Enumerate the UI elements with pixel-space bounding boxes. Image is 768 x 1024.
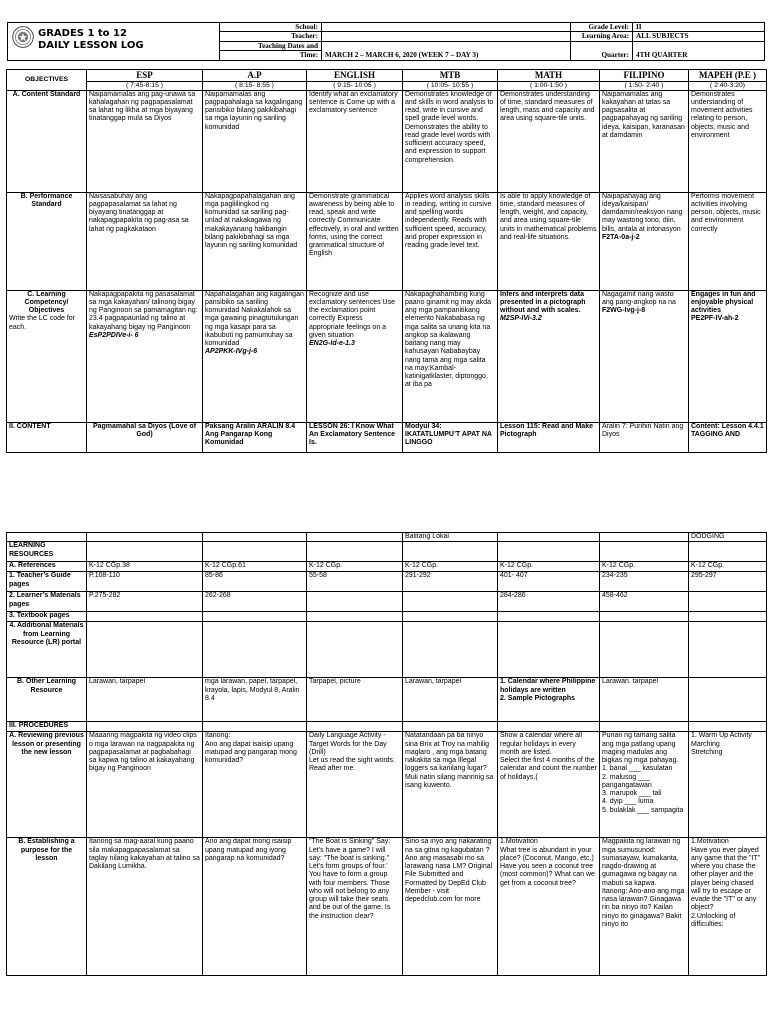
row-additional-materials xyxy=(7,622,767,678)
references-label: A. References xyxy=(7,562,87,572)
lc-ap-text: Napahalagahan ang kagalingan pansibiko sa sariling komunidad Nakakalahok sa mga gawaing pinagtutulungan ng mga kasapi para sa ikabubuti ng pamumuhay sa komunidad xyxy=(205,290,304,348)
subject-ap: A.P xyxy=(203,69,307,81)
est-filipino: Magpakita ng larawan ng mga sumusunod: sumasayaw, kumakanta, nagdo-drawing at gumagawa ng bagay na mabuti sa kapwa. Itanong: Ano-ano ang mga nasa larawan? Ginagawa rin ba ninyo ito? Kailan ninyo ito ginagawa? Bakit ninyo ito xyxy=(600,838,689,976)
lc-math-code: M2SP-IVi-3.2 xyxy=(500,315,542,323)
est-mtb: Sino sa inyo ang nakarating na sa gitna ng kagubatan ? Ano ang masasabi mo sa larawang nasa LM? Original File Submitted and Formatted by DepEd Club Member - visit depedclub.com for more xyxy=(403,838,498,976)
carry-esp xyxy=(87,533,203,542)
cell-cs-ap: Naipamamalas ang pagpapahalaga sa kagalingang pansibiko bilang pakikibahagi sa mga layunin ng sariling komunidad xyxy=(203,90,307,192)
time-english: ( 9:15- 10:05 ) xyxy=(307,81,403,90)
carry-label xyxy=(7,533,87,542)
lc-english-code: EN2G-Id-e-1.3 xyxy=(309,340,355,348)
teacher-label: Teacher: xyxy=(220,32,322,41)
carry-mtb: Balitang Lokal xyxy=(403,533,498,542)
tg-english: 55-58 xyxy=(307,572,403,592)
lc-math-text: Infers and interprets data presented in a pictograph without and with scales. xyxy=(500,290,586,315)
cell-lc-math xyxy=(498,290,600,422)
lm-math: 284-286 xyxy=(498,592,600,612)
grade-level-label: Grade Level: xyxy=(571,23,633,32)
est-ap: Ano ang dapat mong isaisip upang matupad ang iyong pangarap na komunidad? xyxy=(203,838,307,976)
row-references xyxy=(7,562,767,572)
tg-ap: 85-86 xyxy=(203,572,307,592)
cell-content-mtb: Modyul 34: IKATATLUMPU’T APAT NA LINGGO xyxy=(403,422,498,452)
other-mtb: Larawan, tarpapel xyxy=(403,678,498,722)
teacher-value xyxy=(322,32,571,41)
carry-english xyxy=(307,533,403,542)
other-resources-label: B. Other Learning Resource xyxy=(7,678,87,722)
other-ap: mga larawan, papel, tarpapel, krayola, lapis, Modyul 8, Aralin 8.4 xyxy=(203,678,307,722)
tg-mtb: 291-292 xyxy=(403,572,498,592)
lc-filipino-text: Nagagamit nang wasto ang pang-angkop na na xyxy=(602,290,676,306)
cell-ps-ap: Nakapagpapahalagahan ang mga pagliilingkod ng komunidad sa sariling pag-unlad at nakakagawa ng makakayanang hakbangin bilang pakikibahagi sa mga layunin ng sariling komunidad xyxy=(203,192,307,290)
lc-esp-code: EsP2PDIVe-i- 6 xyxy=(89,331,139,339)
ref-esp: K-12 CGp.38 xyxy=(87,562,203,572)
cell-ps-mapeh: Performs movement activities involving person, objects, music and environment correctly xyxy=(689,192,767,290)
subject-mtb: MTB xyxy=(403,69,498,81)
est-english: "The Boat is Sinking" Say: Let's have a game? I will say: "The boat is sinking." Let's form groups of four.' You have to form a group with four members. Those who will not belong to any group will take their seats and be out of the game. Is the instruction clear? xyxy=(307,838,403,976)
time-mapeh: ( 2:40-3:20) xyxy=(689,81,767,90)
cell-lc-filipino xyxy=(600,290,689,422)
ref-math: K-12 CGp. xyxy=(498,562,600,572)
deped-seal-icon xyxy=(12,26,34,48)
row-content-standard xyxy=(7,90,767,192)
cell-cs-esp: Naipamamalas ang pag-unawa sa kahalagahan ng pagpapasalamat sa lahat ng likha at mga biyayang tinatanggap mula sa Diyos xyxy=(87,90,203,192)
ref-mapeh: K-12 CGp. xyxy=(689,562,767,572)
title-grades: GRADES 1 to 12 xyxy=(38,28,127,39)
header-title-cell xyxy=(8,23,220,61)
lm-english xyxy=(307,592,403,612)
textbook-label: 3. Textbook pages xyxy=(7,612,87,622)
ref-english: K-12 CGp. xyxy=(307,562,403,572)
lm-ap: 262-268 xyxy=(203,592,307,612)
subject-esp: ESP xyxy=(87,69,203,81)
learning-area-label: Learning Area: xyxy=(571,32,633,41)
lm-filipino: 458-462 xyxy=(600,592,689,612)
competency-label-cell xyxy=(7,290,87,422)
page-one xyxy=(0,22,768,453)
tg-math: 401- 407 xyxy=(498,572,600,592)
row-competency xyxy=(7,290,767,422)
other-english: Tarpapel, picture xyxy=(307,678,403,722)
lm-mapeh xyxy=(689,592,767,612)
other-esp: Larawan, tarpapel xyxy=(87,678,203,722)
subject-english: ENGLISH xyxy=(307,69,403,81)
additional-materials-label: 4. Additional Materials from Learning Resource (LR) portal xyxy=(7,622,87,678)
tg-mapeh: 295-297 xyxy=(689,572,767,592)
time-math: ( 1:00-1:50 ) xyxy=(498,81,600,90)
lc-ap-code: AP2PKK-IVg-j-6 xyxy=(205,348,258,356)
rev-math: Show a calendar where all regular holidays in every month are listed. Select the first 4 months of the calendar and count the number of holidays.( xyxy=(498,732,600,838)
school-label: School: xyxy=(220,23,322,32)
rev-filipino: Punan ng tamang salita ang mga patlang upang maging madulas ang bigkas ng mga pahayag. 1. banal ___ kasulatan 2. malusog ___ pangangatawan 3. marupok ___ tali 4. dyip ___ luma 5. bulaklak ___ sampagita xyxy=(600,732,689,838)
tg-filipino: 234-235 xyxy=(600,572,689,592)
learning-area-value: ALL SUBJECTS xyxy=(633,32,765,41)
cell-cs-math: Demonstrates understanding of time, standard measures of length, mass and capacity and area using square-tile units. xyxy=(498,90,600,192)
content-standard-label: A. Content Standard xyxy=(7,90,87,192)
est-math: 1.Motivation What tree is abundant in your place? (Coconut, Mango, etc.) Have you seen a coconut tree (most common)? What can we get from a coconut tree? xyxy=(498,838,600,976)
quarter-value: 4TH QUARTER xyxy=(633,41,765,60)
cell-lc-mapeh xyxy=(689,290,767,422)
cell-cs-english: Identify what an exclamatory sentence is Come up with a exclamatory sentence xyxy=(307,90,403,192)
ref-ap: K-12 CGp.61 xyxy=(203,562,307,572)
competency-sublabel: Write the LC code for each. xyxy=(9,315,76,331)
other-math: 1. Calendar where Philippine holidays are written 2. Sample Pictographs xyxy=(498,678,600,722)
row-content xyxy=(7,422,767,452)
teaching-dates-label: Teaching Dates and xyxy=(220,41,322,50)
tg-esp: P.108-110 xyxy=(87,572,203,592)
cell-cs-filipino: Naipamamalas ang kakayahan at tatas sa pagsasalita at pagpapahayag ng sariling ideya, kaisipan, karanasan at damdamin xyxy=(600,90,689,192)
cell-lc-esp xyxy=(87,290,203,422)
competency-label: C. Learning Competency/ Objectives xyxy=(24,290,69,315)
row-establishing xyxy=(7,838,767,976)
cell-ps-english: Demonstrate grammatical awareness by being able to read, speak and write correctly Communicate effectively, in oral and written forms, using the correct grammatical structure of English xyxy=(307,192,403,290)
carry-filipino xyxy=(600,533,689,542)
cell-content-esp: Pagmamahal sa Diyos (Love of God) xyxy=(87,422,203,452)
carry-ap xyxy=(203,533,307,542)
subject-filipino: FILIPINO xyxy=(600,69,689,81)
carry-math xyxy=(498,533,600,542)
cell-lc-mtb: Nakapaghahambing kung paano ginamit ng may akda ang mga pampanitikang elemento Nakababasa ng mga salita sa unang kita na angkop sa ikalawang baitang nang may kahusayan Nababaybay nang tama ang mga salita na may:Kambal-katinigatklaster, diptonggo, at iba pa xyxy=(403,290,498,422)
lesson-table-page2 xyxy=(6,532,767,976)
subject-math: MATH xyxy=(498,69,600,81)
ref-filipino: K-12 CGp. xyxy=(600,562,689,572)
time-filipino: ( 1:50- 2:40 ) xyxy=(600,81,689,90)
row-learning-resources xyxy=(7,542,767,562)
cell-content-filipino: Aralin 7: Purihin Natin ang Diyos xyxy=(600,422,689,452)
est-mapeh: 1.Motivation Have you ever played any game that the "IT" where you chase the other player and the player being chased will try to escape or evade the "IT" or any object? 2.Unlocking of difficulties: xyxy=(689,838,767,976)
row-other-resources xyxy=(7,678,767,722)
cell-cs-mapeh: Demonstrates understanding of movement activities relating to person, objects, music and environment xyxy=(689,90,767,192)
row-reviewing xyxy=(7,732,767,838)
page-two xyxy=(0,532,768,976)
cell-ps-esp: Naisasabuhay ang pagpapasalamat sa lahat ng biyayang tinatanggap at nakapagpapakita ng pag-asa sa lahat ng pagkakataon xyxy=(87,192,203,290)
time-ap: ( 8:15- 8:55 ) xyxy=(203,81,307,90)
ps-filipino-text: Naipapahayag ang ideya/kaisipan/ damdamin/reaksyon nang may wastong tono, diin, bilis, antala at intonasyon xyxy=(602,192,683,233)
lm-mtb xyxy=(403,592,498,612)
time-esp: ( 7:45-8:15 ) xyxy=(87,81,203,90)
establishing-label: B. Establishing a purpose for the lesson xyxy=(7,838,87,976)
rev-mapeh: 1. Warm Up Activity Marching Stretching xyxy=(689,732,767,838)
subject-mapeh: MAPEH (P.E ) xyxy=(689,69,767,81)
carry-mapeh: DODGING xyxy=(689,533,767,542)
lm-esp: P.275-282 xyxy=(87,592,203,612)
other-mapeh xyxy=(689,678,767,722)
row-teacher-guide xyxy=(7,572,767,592)
lc-esp-text: Nakapagpapakita ng pasasalamat sa mga kakayahan/ talinong bigay ng Panginoon sa pamamagitan ng: 23.4 pagpapaunlad ng talino at kakayahang bigay ng Panginoon xyxy=(89,290,198,331)
procedures-label: III. PROCEDURES xyxy=(7,722,87,732)
header-table xyxy=(7,22,765,61)
rev-english: Daily Language Activity - Target Words for the Day (Drill) Let us read the sight words. Read after me. xyxy=(307,732,403,838)
performance-standard-label: B. Performance Standard xyxy=(7,192,87,290)
lesson-table-page1 xyxy=(6,69,767,453)
time-mtb: ( 10:05- 10:55 ) xyxy=(403,81,498,90)
row-performance-standard xyxy=(7,192,767,290)
cell-content-math: Lesson 115: Read and Make Pictograph xyxy=(498,422,600,452)
row-learner-materials xyxy=(7,592,767,612)
lc-english-text: Recognize and use exclamatory sentences Use the exclamation point correctly Express appropriate feelings on a given situation xyxy=(309,290,395,339)
ref-mtb: K-12 CGp. xyxy=(403,562,498,572)
teaching-dates-value: MARCH 2 – MARCH 6, 2020 (WEEK 7 – DAY 3) xyxy=(322,41,571,60)
school-value xyxy=(322,23,571,32)
content-label: II. CONTENT xyxy=(7,422,87,452)
title-daily-lesson-log: DAILY LESSON LOG xyxy=(38,40,144,51)
lc-mapeh-code: PE2PF-IV-ah-2 xyxy=(691,315,739,323)
row-carryover xyxy=(7,533,767,542)
cell-cs-mtb: Demonstrates knowledge of and skills in word analysis to read, write in cursive and spell grade level words. Demonstrates the ability to read grade level words with sufficient accuracy speed, and expression to support comprehension. xyxy=(403,90,498,192)
cell-content-english: LESSON 26: I Know What An Exclamatory Sentence Is. xyxy=(307,422,403,452)
cell-lc-ap xyxy=(203,290,307,422)
row-textbook xyxy=(7,612,767,622)
time-label: Time: xyxy=(220,51,322,60)
cell-content-ap: Paksang Aralin ARALIN 8.4 Ang Pangarap Kong Komunidad xyxy=(203,422,307,452)
learning-resources-label: LEARNING RESOURCES xyxy=(7,542,87,562)
cell-content-mapeh: Content: Lesson 4.4.1 TAGGING AND xyxy=(689,422,767,452)
quarter-label: Quarter: xyxy=(571,41,633,60)
lc-filipino-code: F2WG-Ivg-j-8 xyxy=(602,307,646,315)
rev-esp: Maaaring magpakita ng video clips o mga larawan na nagpapakita ng pagpapasalamat at pagbabahagi sa kapwa ng talino at kakayahang bigay ng Panginoon xyxy=(87,732,203,838)
cell-lc-english xyxy=(307,290,403,422)
row-procedures xyxy=(7,722,767,732)
learner-materials-label: 2. Learner’s Materials pages xyxy=(7,592,87,612)
ps-filipino-code: F2TA-0a-j-2 xyxy=(602,233,640,241)
cell-ps-math: Is able to apply knowledge of time, standard measures of length, weight, and capacity, and area using square-tile units in mathematical problems and real-life situations. xyxy=(498,192,600,290)
rev-ap: Itanong: Ano ang dapat isaisip upang matupad ang pangarap mong komunidad? xyxy=(203,732,307,838)
cell-ps-filipino xyxy=(600,192,689,290)
cell-ps-mtb: Applies word analysis skills in reading, writing in cursive and spelling words independently. Reads with sufficient speed, accuracy, and proper expression in reading grade level text. xyxy=(403,192,498,290)
est-esp: Itanong sa mag-aaral kung paano sila makapagpapasalamat sa taglay nilang kakayahan at talino sa Dakilang Lumikha. xyxy=(87,838,203,976)
teacher-guide-label: 1. Teacher’s Guide pages xyxy=(7,572,87,592)
objectives-label: OBJECTIVES xyxy=(7,69,87,90)
rev-mtb: Natatandaan pa ba ninyo sina Brix at Troy na mahilig maglaro , ang mga batang nakakita sa mga Illegal loggers sa kanilang lugar? Muli natin silang maririnig sa isang kuwento. xyxy=(403,732,498,838)
reviewing-label: A. Reviewing previous lesson or presenting the new lesson xyxy=(7,732,87,838)
grade-level-value: II xyxy=(633,23,765,32)
lc-mapeh-text: Engages in fun and enjoyable physical activities xyxy=(691,290,756,315)
other-filipino: Larawan. tarpapel xyxy=(600,678,689,722)
